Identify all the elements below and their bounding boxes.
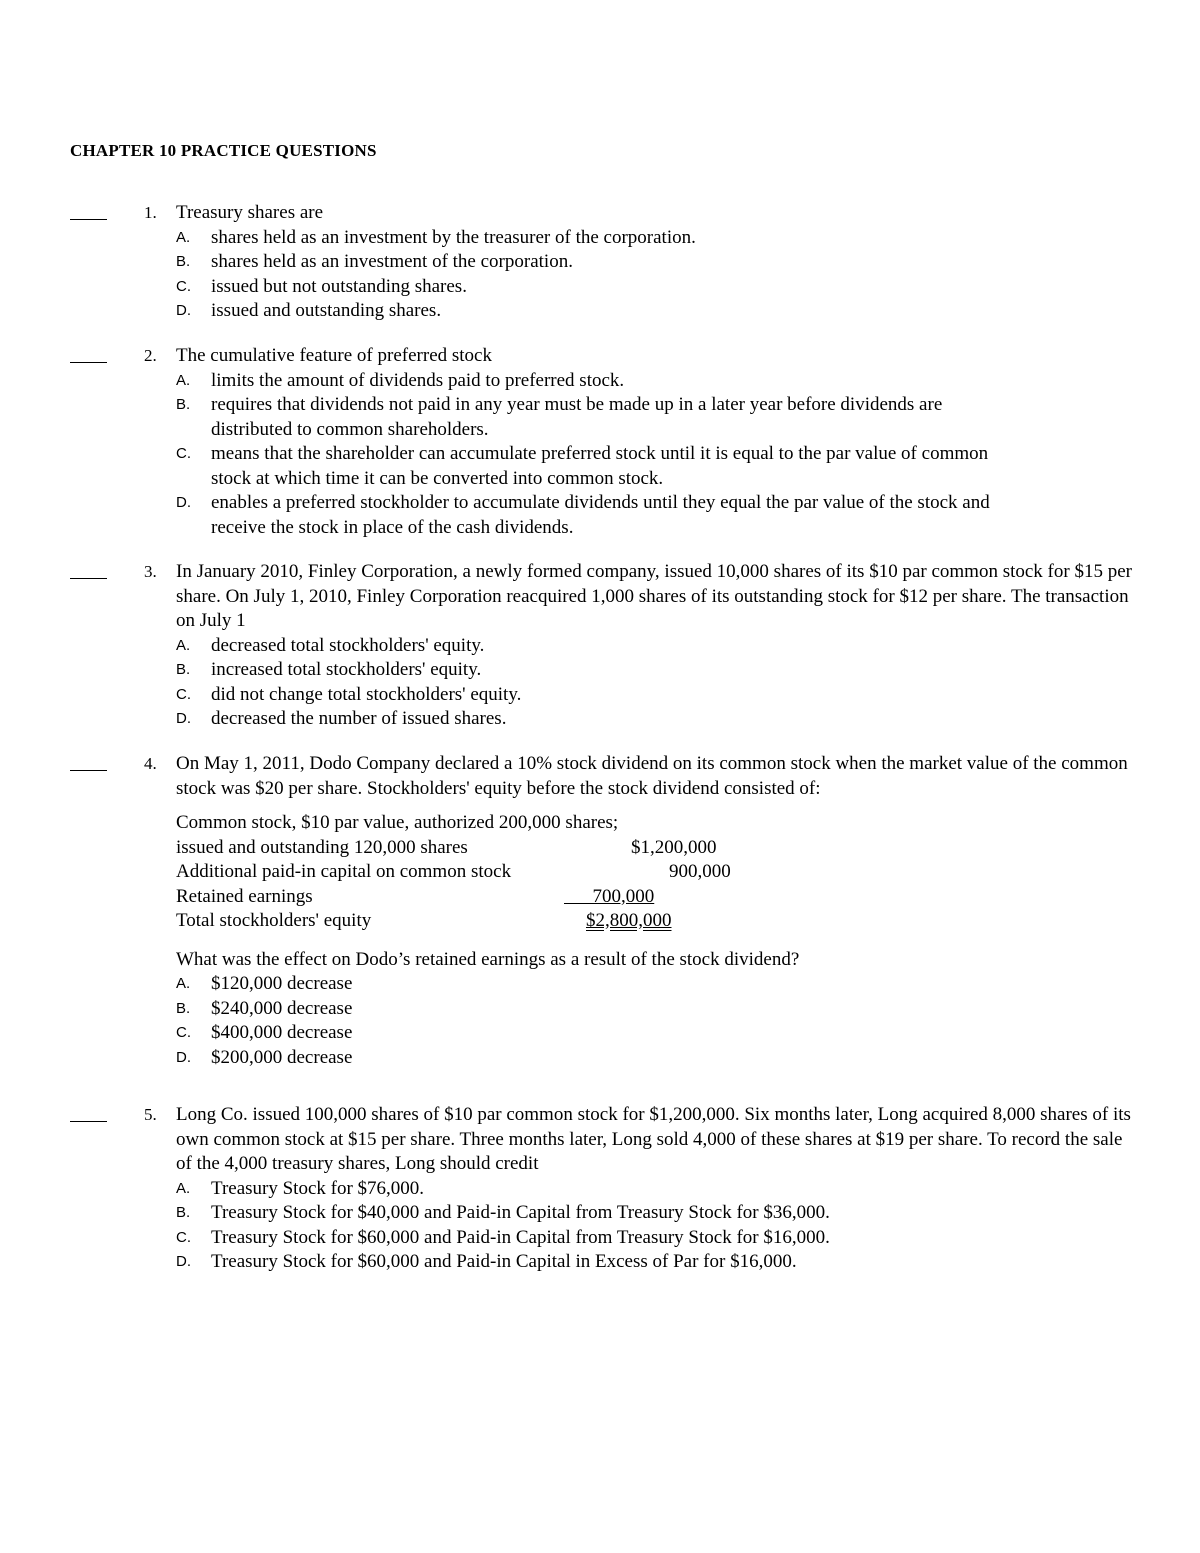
answer-option-c[interactable] xyxy=(176,1021,1136,1046)
answer-options xyxy=(176,634,1136,732)
option-letter: B. xyxy=(176,1204,191,1221)
answer-option-a[interactable] xyxy=(176,972,1136,997)
answer-options xyxy=(176,972,1136,1070)
answer-options xyxy=(176,1177,1136,1275)
option-text: means that the shareholder can accumulate preferred stock until it is equal to the par value of common stock at which time it can be converted into common stock. xyxy=(211,443,989,489)
equity-row xyxy=(176,836,1136,861)
option-text: shares held as an investment of the corporation. xyxy=(211,251,573,272)
option-letter: C. xyxy=(176,277,191,295)
option-text: decreased total stockholders' equity. xyxy=(211,634,485,656)
option-letter: A. xyxy=(176,228,191,246)
option-text: Treasury Stock for $40,000 and Paid-in Capital from Treasury Stock for $36,000. xyxy=(211,1202,830,1223)
option-text: Treasury Stock for $60,000 and Paid-in Capital in Excess of Par for $16,000. xyxy=(211,1251,797,1272)
equity-line-amount: 900,000 xyxy=(669,861,731,882)
option-letter: B. xyxy=(176,661,191,678)
question-stem-block xyxy=(176,344,996,540)
sub-question: What was the effect on Dodo’s retained earnings as a result of the stock dividend? xyxy=(176,948,800,970)
question-number: 2. xyxy=(144,346,157,365)
option-letter: B. xyxy=(176,999,191,1017)
answer-option-c[interactable] xyxy=(176,442,996,491)
equity-line-label: Total stockholders' equity xyxy=(176,910,372,931)
option-text: Treasury Stock for $60,000 and Paid-in Capital from Treasury Stock for $16,000. xyxy=(211,1226,830,1248)
question-number: 5. xyxy=(144,1105,157,1124)
option-text: requires that dividends not paid in any year must be made up in a later year before dividends are distributed to common shareholders. xyxy=(211,394,943,440)
question-number: 3. xyxy=(144,562,157,581)
answer-option-a[interactable] xyxy=(176,369,996,394)
option-text: decreased the number of issued shares. xyxy=(211,708,507,729)
question-stem-block xyxy=(176,752,1136,1070)
answer-option-c[interactable] xyxy=(176,275,1136,300)
option-letter: C. xyxy=(176,685,191,703)
option-letter: D. xyxy=(176,1253,191,1270)
answer-option-b[interactable] xyxy=(176,1201,1136,1226)
answer-option-c[interactable] xyxy=(176,683,1136,708)
answer-option-c[interactable] xyxy=(176,1226,1136,1251)
question-stem: On May 1, 2011, Dodo Company declared a 10% stock dividend on its common stock when the market value of the common stock was $20 per share. Stockholders' equity before the stock dividend consisted of: xyxy=(176,753,1128,799)
option-text: increased total stockholders' equity. xyxy=(211,659,482,680)
answer-option-a[interactable] xyxy=(176,634,1136,659)
question-stem-block xyxy=(176,1103,1136,1275)
question-stem-block xyxy=(176,560,1136,732)
answer-blank[interactable] xyxy=(70,218,107,220)
equity-row xyxy=(176,885,1136,910)
option-text: issued and outstanding shares. xyxy=(211,300,442,321)
option-text: did not change total stockholders' equity. xyxy=(211,683,522,705)
equity-row xyxy=(176,811,1136,836)
option-letter: D. xyxy=(176,710,191,727)
option-letter: A. xyxy=(176,371,191,389)
equity-line-amount: $1,200,000 xyxy=(631,836,717,858)
option-letter: A. xyxy=(176,636,191,654)
option-letter: B. xyxy=(176,253,191,270)
option-text: enables a preferred stockholder to accumulate dividends until they equal the par value of the stock and receive the stock in place of the cash dividends. xyxy=(211,492,990,538)
option-text: shares held as an investment by the treasurer of the corporation. xyxy=(211,226,696,248)
question-stem: Treasury shares are xyxy=(176,202,324,223)
question-number: 1. xyxy=(144,203,157,222)
answer-option-d[interactable] xyxy=(176,299,1136,324)
answer-option-d[interactable] xyxy=(176,707,1136,732)
question-number: 4. xyxy=(144,754,157,773)
equity-row xyxy=(176,909,1136,934)
option-letter: D. xyxy=(176,1048,191,1066)
option-text: issued but not outstanding shares. xyxy=(211,275,467,297)
option-text: $200,000 decrease xyxy=(211,1046,353,1068)
answer-option-b[interactable] xyxy=(176,250,1136,275)
option-text: $240,000 decrease xyxy=(211,997,353,1019)
equity-line-label: Additional paid-in capital on common stock xyxy=(176,861,512,882)
equity-row xyxy=(176,860,1136,885)
equity-amount-value: 700,000 xyxy=(592,885,655,907)
option-text: Treasury Stock for $76,000. xyxy=(211,1177,425,1199)
option-text: $400,000 decrease xyxy=(211,1022,353,1043)
answer-option-d[interactable] xyxy=(176,1046,1136,1071)
answer-option-a[interactable] xyxy=(176,226,1136,251)
equity-line-amount: $2,800,000 xyxy=(586,910,672,931)
option-letter: C. xyxy=(176,445,191,462)
answer-blank[interactable] xyxy=(70,577,107,579)
answer-options xyxy=(176,226,1136,324)
question-stem: In January 2010, Finley Corporation, a newly formed company, issued 10,000 shares of its $10 par common stock for $15 per share. On July 1, 2010, Finley Corporation reacquired 1,000 shares of its outstanding stock for $12 per share. The transaction on July 1 xyxy=(176,561,1132,631)
equity-line-label: Common stock, $10 par value, authorized 200,000 shares; xyxy=(176,812,619,833)
option-letter: D. xyxy=(176,494,191,511)
answer-option-d[interactable] xyxy=(176,1250,1136,1275)
page-title: CHAPTER 10 PRACTICE QUESTIONS xyxy=(70,141,377,160)
equity-line-label: issued and outstanding 120,000 shares xyxy=(176,836,468,858)
equity-line-amount xyxy=(564,885,654,910)
question-stem: Long Co. issued 100,000 shares of $10 par common stock for $1,200,000. Six months later, Long acquired 8,000 shares of its own common stock at $15 per share. Three months later, Long sold 4,000 of these shares at $19 per share. To record the sale of the 4,000 treasury shares, Long should credit xyxy=(176,1104,1131,1174)
answer-blank[interactable] xyxy=(70,1120,107,1122)
answer-options xyxy=(176,369,996,541)
option-letter: A. xyxy=(176,975,191,992)
equity-line-label: Retained earnings xyxy=(176,885,313,907)
option-letter: C. xyxy=(176,1228,191,1246)
question-stem-block xyxy=(176,201,1136,324)
answer-option-a[interactable] xyxy=(176,1177,1136,1202)
option-text: limits the amount of dividends paid to preferred stock. xyxy=(211,369,625,391)
answer-blank[interactable] xyxy=(70,361,107,363)
answer-option-b[interactable] xyxy=(176,997,1136,1022)
option-letter: B. xyxy=(176,396,191,413)
answer-option-d[interactable] xyxy=(176,491,996,540)
option-letter: A. xyxy=(176,1179,191,1197)
answer-option-b[interactable] xyxy=(176,658,1136,683)
option-text: $120,000 decrease xyxy=(211,973,353,994)
option-letter: D. xyxy=(176,302,191,319)
equity-table xyxy=(176,811,1136,934)
question-stem: The cumulative feature of preferred stock xyxy=(176,345,492,366)
answer-option-b[interactable] xyxy=(176,393,996,442)
answer-blank[interactable] xyxy=(70,769,107,771)
option-letter: C. xyxy=(176,1024,191,1041)
